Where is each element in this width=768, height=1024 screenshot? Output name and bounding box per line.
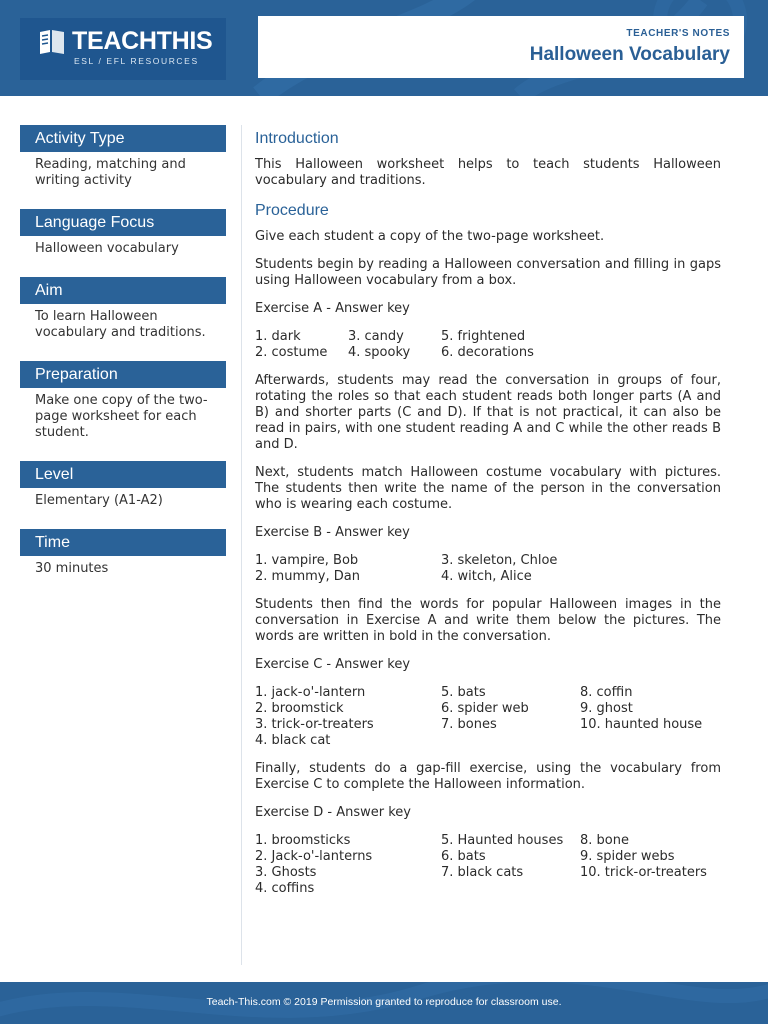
- introduction-heading: Introduction: [255, 130, 339, 147]
- answer-item: [580, 881, 721, 897]
- procedure-paragraph: Next, students match Halloween costume vocabulary with pictures. The students then write the name of the person in the conversation who is wearing each costume.: [255, 465, 721, 512]
- sidebar-level: [20, 461, 226, 519]
- procedure-paragraph: Finally, students do a gap-fill exercise, using the vocabulary from Exercise C to complete the Halloween information.: [255, 761, 721, 792]
- answer-item: 5. frightened: [441, 329, 526, 344]
- answer-item: 9. ghost: [580, 701, 633, 716]
- sidebar-text: 30 minutes: [35, 561, 109, 576]
- answer-item: 6. decorations: [441, 345, 534, 360]
- procedure-paragraph: Students then find the words for popular Halloween images in the conversation in Exercise A and write them below the pictures. The words are written in bold in the conversation.: [255, 597, 721, 644]
- answer-item: 3. candy: [348, 329, 404, 344]
- exercise-c-heading: Exercise C - Answer key: [255, 657, 411, 672]
- exercise-b-heading: Exercise B - Answer key: [255, 525, 410, 540]
- answer-item: 3. trick-or-treaters: [255, 717, 374, 732]
- answer-item: 1. vampire, Bob: [255, 553, 359, 568]
- exercise-c-answers: [255, 685, 721, 749]
- answer-item: 2. costume: [255, 345, 328, 360]
- sidebar-heading: Preparation: [20, 361, 226, 388]
- sidebar-text: Make one copy of the two-page worksheet for each student.: [35, 393, 208, 440]
- logo[interactable]: [20, 18, 226, 80]
- sidebar-aim: [20, 277, 226, 351]
- sidebar-time: [20, 529, 226, 587]
- book-icon: [36, 26, 68, 58]
- answer-item: 1. jack-o'-lantern: [255, 685, 366, 700]
- answer-item: [580, 733, 721, 749]
- sidebar-text: To learn Halloween vocabulary and traditions.: [35, 309, 206, 340]
- answer-item: 4. coffins: [255, 881, 315, 896]
- column-divider: [241, 125, 242, 965]
- sidebar-text: Reading, matching and writing activity: [35, 157, 186, 188]
- answer-item: 5. Haunted houses: [441, 833, 564, 848]
- answer-item: 3. Ghosts: [255, 865, 317, 880]
- answer-item: 2. broomstick: [255, 701, 344, 716]
- answer-item: 7. black cats: [441, 865, 524, 880]
- sidebar: [20, 125, 226, 597]
- exercise-a-answers: [255, 329, 721, 361]
- answer-item: 4. spooky: [348, 345, 411, 360]
- sidebar-language-focus: [20, 209, 226, 267]
- notes-label: TEACHER'S NOTES: [626, 28, 730, 39]
- page-footer: [0, 982, 768, 1024]
- footer-copyright: Teach-This.com © 2019 Permission granted to reproduce for classroom use.: [206, 996, 562, 1008]
- logo-text: TEACHTHIS: [72, 27, 213, 55]
- sidebar-text: Halloween vocabulary: [35, 241, 179, 256]
- page-header: [0, 0, 768, 96]
- answer-item: 1. dark: [255, 329, 301, 344]
- answer-item: 1. broomsticks: [255, 833, 351, 848]
- title-box: [258, 16, 744, 78]
- procedure-heading: Procedure: [255, 202, 329, 219]
- answer-item: 8. coffin: [580, 685, 633, 700]
- logo-subtitle: ESL / EFL RESOURCES: [74, 56, 199, 66]
- answer-item: 5. bats: [441, 685, 486, 700]
- exercise-d-answers: [255, 833, 721, 897]
- answer-item: 6. bats: [441, 849, 486, 864]
- answer-item: 3. skeleton, Chloe: [441, 553, 558, 568]
- answer-item: 7. bones: [441, 717, 497, 732]
- sidebar-heading: Time: [20, 529, 226, 556]
- procedure-paragraph: Afterwards, students may read the conversation in groups of four, rotating the roles so that each student reads both longer parts (A and B) and shorter parts (C and D). If that is not practical, it can also be read in pairs, with one student reading A and C while the other reads B and D.: [255, 373, 721, 452]
- main-content: [255, 129, 721, 909]
- answer-item: 6. spider web: [441, 701, 529, 716]
- sidebar-activity-type: [20, 125, 226, 199]
- sidebar-heading: Language Focus: [20, 209, 226, 236]
- procedure-paragraph: Students begin by reading a Halloween conversation and filling in gaps using Halloween vocabulary from a box.: [255, 257, 721, 288]
- exercise-a-heading: Exercise A - Answer key: [255, 301, 410, 316]
- answer-item: 10. haunted house: [580, 717, 703, 732]
- answer-item: 10. trick-or-treaters: [580, 865, 707, 880]
- answer-item: 4. witch, Alice: [441, 569, 532, 584]
- answer-item: [441, 881, 580, 897]
- procedure-paragraph: Give each student a copy of the two-page worksheet.: [255, 229, 605, 244]
- sidebar-heading: Activity Type: [20, 125, 226, 152]
- answer-item: [441, 733, 580, 749]
- exercise-b-answers: [255, 553, 721, 585]
- answer-item: 2. Jack-o'-lanterns: [255, 849, 373, 864]
- answer-item: 8. bone: [580, 833, 629, 848]
- sidebar-heading: Aim: [20, 277, 226, 304]
- sidebar-heading: Level: [20, 461, 226, 488]
- introduction-text: This Halloween worksheet helps to teach students Halloween vocabulary and traditions.: [255, 157, 721, 188]
- sidebar-preparation: [20, 361, 226, 451]
- answer-item: 2. mummy, Dan: [255, 569, 360, 584]
- page-title: Halloween Vocabulary: [529, 44, 730, 65]
- exercise-d-heading: Exercise D - Answer key: [255, 805, 411, 820]
- sidebar-text: Elementary (A1-A2): [35, 493, 163, 508]
- answer-item: 4. black cat: [255, 733, 331, 748]
- answer-item: 9. spider webs: [580, 849, 675, 864]
